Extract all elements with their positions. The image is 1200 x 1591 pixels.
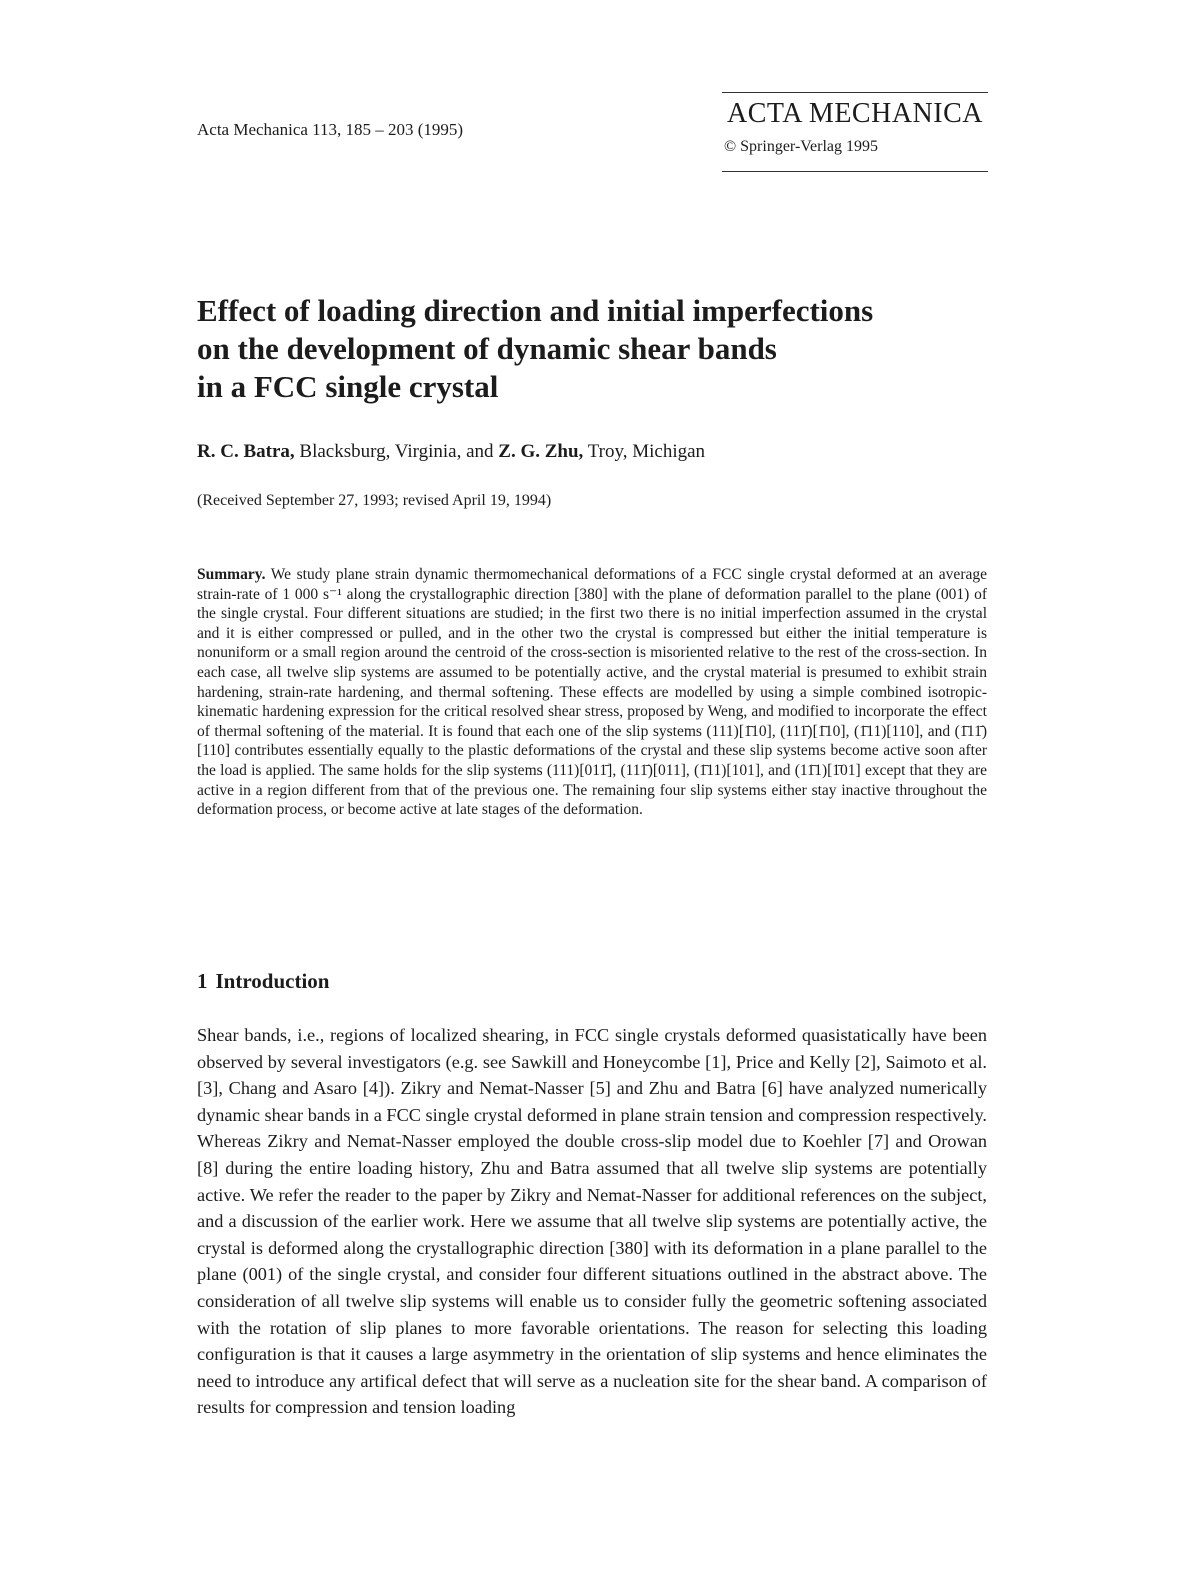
journal-reference: Acta Mechanica 113, 185 – 203 (1995) [197, 120, 464, 139]
journal-masthead [722, 92, 988, 172]
journal-name: ACTA MECHANICA [727, 98, 983, 129]
masthead-bottom-rule [722, 171, 988, 172]
author-name: Z. G. Zhu, [498, 441, 584, 462]
masthead-top-rule [722, 92, 988, 93]
abstract-text: We study plane strain dynamic thermomechanical deformations of a FCC single crystal deformed at an average strain-rate of 1 000 s⁻¹ along the crystallographic direction [380] with the plane of deformation parallel to the plane (001) of the single crystal. Four different situations are studied; in the first two there is no initial imperfection assumed in the crystal and it is either compressed or pulled, and in the other two the crystal is compressed but either the initial temperature is nonuniform or a small region around the centroid of the cross-section is misoriented relative to the rest of the cross-section. In each case, all twelve slip systems are assumed to be potentially active, and the crystal material is presumed to exhibit strain hardening, strain-rate hardening, and thermal softening. These effects are modelled by using a simple combined isotropic-kinematic hardening expression for the critical resolved shear stress, proposed by Weng, and modified to incorporate the effect of thermal softening of the material. It is found that each one of the slip systems (111)[1̄10], (111̄)[1̄10], (1̄11)[110], and (1̄11̄)[110] contributes essentially equally to the plastic deformations of the crystal and these slip systems become active soon after the load is applied. The same holds for the slip systems (111)[011̄], (111̄)[011], (1̄11)[101], and (11̄1)[1̄01] except that they are active in a region different from that of the previous one. The remaining four slip systems either stay inactive throughout the deformation process, or become active at late stages of the deformation. [197, 566, 987, 819]
abstract [197, 565, 987, 820]
section-body: Shear bands, i.e., regions of localized shearing, in FCC single crystals deformed quasistatically have been observed by several investigators (e.g. see Sawkill and Honeycombe [1], Price and Kelly [2], Saimoto et al. [3], Chang and Asaro [4]). Zikry and Nemat-Nasser [5] and Zhu and Batra [6] have analyzed numerically dynamic shear bands in a FCC single crystal deformed in plane strain tension and compression respectively. Whereas Zikry and Nemat-Nasser employed the double cross-slip model due to Koehler [7] and Orowan [8] during the entire loading history, Zhu and Batra assumed that all twelve slip systems are potentially active. We refer the reader to the paper by Zikry and Nemat-Nasser for additional references on the subject, and a discussion of the earlier work. Here we assume that all twelve slip systems are potentially active, the crystal is deformed along the crystallographic direction [380] with its deformation in a plane parallel to the plane (001) of the single crystal, and consider four different situations outlined in the abstract above. The consideration of all twelve slip systems will enable us to consider fully the geometric softening associated with the rotation of slip planes to more favorable orientations. The reason for selecting this loading configuration is that it causes a large asymmetry in the orientation of slip systems and hence eliminates the need to introduce any artifical defect that will serve as a nucleation site for the shear band. A comparison of results for compression and tension loading [197, 1025, 987, 1418]
title-line: Effect of loading direction and initial imperfections [197, 293, 874, 328]
section-heading [197, 969, 329, 994]
author-name: R. C. Batra, [197, 441, 295, 462]
author-affiliation: Troy, Michigan [583, 441, 706, 462]
author-line [197, 441, 705, 463]
author-affiliation: Blacksburg, Virginia, and [294, 441, 499, 462]
abstract-label: Summary. [197, 566, 266, 583]
section-number: 1 [197, 969, 208, 993]
copyright-notice: © Springer-Verlag 1995 [724, 138, 879, 155]
title-line: on the development of dynamic shear bands [197, 331, 777, 366]
title-line: in a FCC single crystal [197, 369, 499, 404]
received-dates: (Received September 27, 1993; revised April 19, 1994) [197, 492, 552, 509]
article-title [197, 292, 997, 406]
section-title: Introduction [215, 969, 330, 993]
